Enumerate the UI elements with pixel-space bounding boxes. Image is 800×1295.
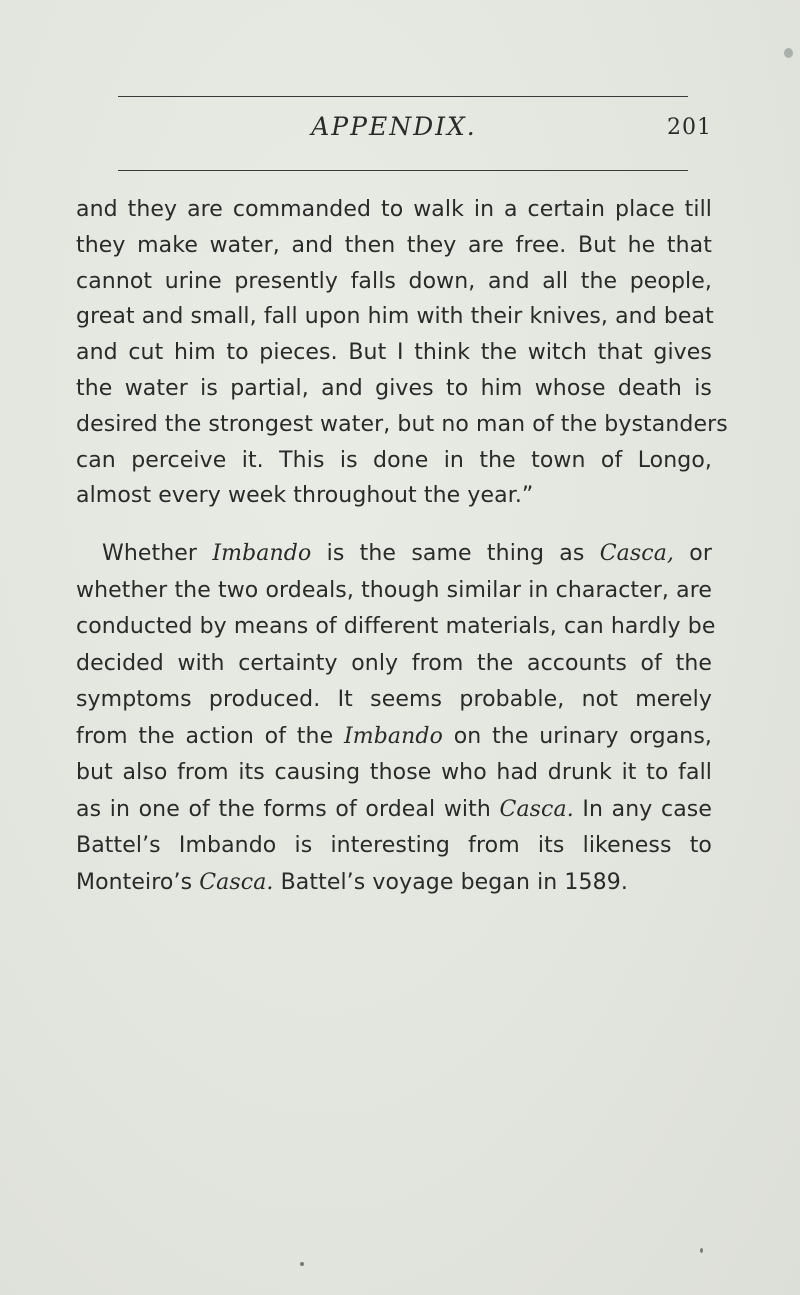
text-line [76, 828, 712, 865]
header-bottom-rule [118, 170, 688, 171]
text-run: from the action of the [76, 723, 344, 749]
text-run: decided with certainty only from the accounts of the [76, 650, 712, 676]
text-line: almost every week throughout the year.” [76, 483, 534, 509]
text-line [76, 792, 712, 829]
text-line: the water is partial, and gives to him whose death is [76, 375, 712, 401]
text-run: Whether [102, 541, 213, 567]
text-line: and cut him to pieces. But I think the witch that gives [76, 340, 712, 366]
text-line [76, 646, 712, 683]
header-top-rule [118, 96, 688, 97]
text-line: cannot urine presently falls down, and all the people, [76, 268, 712, 294]
text-run: as in one of the forms of ordeal with [76, 796, 500, 822]
italic-term: Casca. [199, 869, 274, 895]
text-run: In any case [573, 796, 712, 822]
page-header [76, 112, 712, 152]
italic-term: Casca, [599, 541, 675, 567]
text-line: can perceive it. This is done in the town of Longo, [76, 447, 712, 473]
text-line [76, 755, 712, 792]
paper-blemish [784, 48, 793, 58]
text-run: is the same thing as [311, 541, 600, 567]
text-run: Battel’s voyage began in 1589. [273, 869, 628, 895]
text-run: but also from its causing those who had drunk it to fall [76, 760, 712, 786]
text-run: on the urinary organs, [442, 723, 712, 749]
italic-term: Casca. [499, 796, 574, 822]
text-line [76, 536, 712, 573]
page-number: 201 [667, 115, 712, 140]
paper-blemish [300, 1262, 304, 1266]
text-line [76, 865, 712, 902]
text-run: whether the two ordeals, though similar in character, are [76, 577, 712, 603]
text-line: desired the strongest water, but no man of the bystanders [76, 411, 728, 437]
text-run: Battel’s Imbando is interesting from its likeness to [76, 833, 712, 859]
body-text [76, 192, 728, 901]
paper-blemish [700, 1248, 703, 1253]
text-line [76, 573, 712, 610]
paragraph-imbando-discussion [76, 536, 716, 901]
running-head: APPENDIX. [311, 112, 477, 141]
text-line: they make water, and then they are free. But he that [76, 232, 712, 258]
text-line: great and small, fall upon him with their knives, and beat [76, 304, 714, 330]
text-line [76, 719, 712, 756]
text-run: conducted by means of different materials, can hardly be [76, 614, 716, 640]
text-line: and they are commanded to walk in a certain place till [76, 197, 712, 222]
text-line [76, 682, 712, 719]
text-run: or [674, 541, 712, 567]
paragraph-quote-continuation [76, 192, 728, 514]
text-run: Monteiro’s [76, 869, 200, 895]
italic-term: Imbando [212, 541, 312, 567]
italic-term: Imbando [343, 723, 443, 749]
text-run: symptoms produced. It seems probable, not merely [76, 687, 712, 713]
text-line [76, 609, 716, 646]
